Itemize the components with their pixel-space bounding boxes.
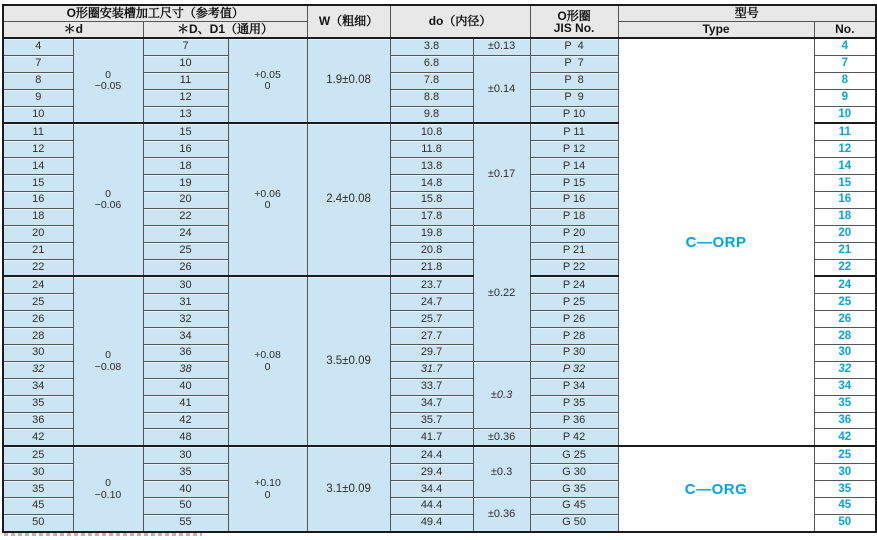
cell-do-value: 49.4 xyxy=(390,514,473,531)
cell-type: C—ORP xyxy=(618,38,814,446)
tolerance-lower: 0 xyxy=(264,80,271,93)
header-model: 型号 xyxy=(618,5,876,22)
cell-part-no: 20 xyxy=(814,225,876,242)
cell-D-value: 16 xyxy=(143,141,228,158)
cell-do-tolerance: ±0.22 xyxy=(473,225,530,361)
cell-d-value: 10 xyxy=(3,106,73,123)
cell-part-no: 18 xyxy=(814,208,876,225)
tolerance-upper: 0 xyxy=(105,68,111,81)
cell-do-value: 23.7 xyxy=(390,276,473,293)
cell-d-value: 11 xyxy=(3,123,73,140)
cell-jis-no: P 20 xyxy=(530,225,618,242)
header-type: Type xyxy=(618,22,814,39)
cell-jis-no: P 26 xyxy=(530,311,618,328)
cell-do-value: 3.8 xyxy=(390,38,473,55)
cell-D-tolerance xyxy=(228,446,307,531)
cell-jis-no: P 42 xyxy=(530,429,618,446)
tolerance-lower: −0.08 xyxy=(94,360,122,373)
cell-do-value: 14.8 xyxy=(390,175,473,192)
tolerance-upper: +0.08 xyxy=(254,349,281,362)
cell-part-no: 4 xyxy=(814,38,876,55)
cell-do-tolerance: ±0.3 xyxy=(473,446,530,497)
cell-part-no: 50 xyxy=(814,514,876,531)
cell-part-no: 10 xyxy=(814,106,876,123)
cell-jis-no: P 16 xyxy=(530,192,618,209)
cell-d-value: 15 xyxy=(3,175,73,192)
cell-part-no: 28 xyxy=(814,328,876,345)
cell-d-value: 35 xyxy=(3,481,73,498)
cell-d-value: 30 xyxy=(3,464,73,481)
cell-jis-no: P 15 xyxy=(530,175,618,192)
cell-do-value: 13.8 xyxy=(390,158,473,175)
cell-D-value: 18 xyxy=(143,158,228,175)
header-jis-line1: O形圈 xyxy=(557,8,591,23)
cell-D-value: 30 xyxy=(143,276,228,293)
cell-d-value: 42 xyxy=(3,429,73,446)
cell-jis-no: G 30 xyxy=(530,464,618,481)
cell-part-no: 8 xyxy=(814,72,876,89)
cell-do-value: 31.7 xyxy=(390,361,473,378)
cell-do-value: 20.8 xyxy=(390,242,473,259)
cell-do-value: 33.7 xyxy=(390,378,473,395)
cell-d-value: 24 xyxy=(3,276,73,293)
cell-d-value: 25 xyxy=(3,446,73,463)
cell-d-value: 36 xyxy=(3,412,73,429)
cell-do-value: 19.8 xyxy=(390,225,473,242)
cell-part-no: 34 xyxy=(814,378,876,395)
cell-do-value: 11.8 xyxy=(390,141,473,158)
cell-D-value: 38 xyxy=(143,361,228,378)
cell-jis-no: P 24 xyxy=(530,276,618,293)
cell-d-value: 50 xyxy=(3,514,73,531)
tolerance-lower: −0.05 xyxy=(94,80,122,93)
header-row-1 xyxy=(3,5,876,22)
cell-jis-no: P 21 xyxy=(530,242,618,259)
cell-part-no: 30 xyxy=(814,464,876,481)
cell-D-value: 50 xyxy=(143,498,228,515)
cell-d-tolerance xyxy=(73,446,143,531)
cell-D-value: 12 xyxy=(143,89,228,106)
cell-jis-no: P 14 xyxy=(530,158,618,175)
cell-do-value: 24.7 xyxy=(390,294,473,311)
cell-part-no: 25 xyxy=(814,446,876,463)
cell-part-no: 22 xyxy=(814,259,876,276)
cell-d-value: 25 xyxy=(3,294,73,311)
cell-D-value: 36 xyxy=(143,345,228,362)
cell-D-value: 7 xyxy=(143,38,228,55)
cell-part-no: 35 xyxy=(814,481,876,498)
cell-w-value: 3.5±0.09 xyxy=(307,276,390,446)
cell-D-value: 13 xyxy=(143,106,228,123)
cell-d-value: 26 xyxy=(3,311,73,328)
cell-D-value: 26 xyxy=(143,259,228,276)
cell-do-value: 35.7 xyxy=(390,412,473,429)
table-header xyxy=(3,5,876,38)
cell-jis-no: P 36 xyxy=(530,412,618,429)
cell-D-value: 32 xyxy=(143,311,228,328)
cell-D-value: 11 xyxy=(143,72,228,89)
cell-do-value: 29.4 xyxy=(390,464,473,481)
cell-do-value: 10.8 xyxy=(390,123,473,140)
cell-jis-no: P 35 xyxy=(530,395,618,412)
cell-d-value: 32 xyxy=(3,361,73,378)
cell-D-value: 40 xyxy=(143,378,228,395)
cell-d-value: 7 xyxy=(3,55,73,72)
cell-part-no: 32 xyxy=(814,361,876,378)
cell-D-value: 31 xyxy=(143,294,228,311)
cell-jis-no: P 18 xyxy=(530,208,618,225)
cell-d-value: 35 xyxy=(3,395,73,412)
tolerance-lower: 0 xyxy=(264,360,271,373)
cell-do-value: 8.8 xyxy=(390,89,473,106)
cell-do-value: 7.8 xyxy=(390,72,473,89)
cell-jis-no: P 8 xyxy=(530,72,618,89)
cell-d-value: 9 xyxy=(3,89,73,106)
cell-jis-no: P 11 xyxy=(530,123,618,140)
cell-d-value: 22 xyxy=(3,259,73,276)
cell-part-no: 9 xyxy=(814,89,876,106)
cell-d-value: 20 xyxy=(3,225,73,242)
cell-part-no: 16 xyxy=(814,192,876,209)
cell-do-value: 34.7 xyxy=(390,395,473,412)
cell-part-no: 7 xyxy=(814,55,876,72)
cell-D-value: 34 xyxy=(143,328,228,345)
cell-do-value: 25.7 xyxy=(390,311,473,328)
cell-do-tolerance: ±0.13 xyxy=(473,38,530,55)
header-jis-no xyxy=(530,5,618,38)
cell-do-tolerance: ±0.3 xyxy=(473,361,530,429)
cell-w-value: 1.9±0.08 xyxy=(307,38,390,123)
header-jis-line2: JIS No. xyxy=(553,20,595,35)
cell-do-value: 34.4 xyxy=(390,481,473,498)
tolerance-upper: +0.06 xyxy=(254,187,281,200)
cell-do-value: 6.8 xyxy=(390,55,473,72)
cell-part-no: 12 xyxy=(814,141,876,158)
cell-part-no: 36 xyxy=(814,412,876,429)
table-body xyxy=(3,38,876,532)
cell-d-value: 18 xyxy=(3,208,73,225)
cell-d-value: 16 xyxy=(3,192,73,209)
header-no: No. xyxy=(814,22,876,39)
cell-jis-no: P 30 xyxy=(530,345,618,362)
cell-D-tolerance xyxy=(228,38,307,123)
cell-D-value: 10 xyxy=(143,55,228,72)
cell-do-tolerance: ±0.17 xyxy=(473,123,530,225)
cell-d-value: 14 xyxy=(3,158,73,175)
cell-w-value: 3.1±0.09 xyxy=(307,446,390,531)
cell-jis-no: P 7 xyxy=(530,55,618,72)
cell-d-value: 45 xyxy=(3,498,73,515)
cell-part-no: 35 xyxy=(814,395,876,412)
cell-jis-no: P 28 xyxy=(530,328,618,345)
cell-part-no: 14 xyxy=(814,158,876,175)
header-do-inner-diameter: do（内径） xyxy=(390,5,530,38)
cell-part-no: 11 xyxy=(814,123,876,140)
table-row xyxy=(3,446,876,463)
cell-jis-no: G 25 xyxy=(530,446,618,463)
cell-do-value: 27.7 xyxy=(390,328,473,345)
cell-part-no: 26 xyxy=(814,311,876,328)
cell-jis-no: P 25 xyxy=(530,294,618,311)
cell-d-value: 28 xyxy=(3,328,73,345)
cell-part-no: 15 xyxy=(814,175,876,192)
cell-jis-no: G 50 xyxy=(530,514,618,531)
cell-D-value: 20 xyxy=(143,192,228,209)
cell-D-tolerance xyxy=(228,276,307,446)
tolerance-lower: 0 xyxy=(264,488,271,501)
cell-do-value: 24.4 xyxy=(390,446,473,463)
cell-D-value: 24 xyxy=(143,225,228,242)
cell-d-value: 4 xyxy=(3,38,73,55)
tolerance-upper: 0 xyxy=(105,349,111,362)
cell-D-value: 48 xyxy=(143,429,228,446)
header-w-thickness: W（粗细） xyxy=(307,5,390,38)
cell-d-tolerance xyxy=(73,123,143,276)
oring-spec-table xyxy=(2,4,877,533)
cell-jis-no: P 9 xyxy=(530,89,618,106)
cell-D-value: 55 xyxy=(143,514,228,531)
tolerance-upper: 0 xyxy=(105,477,111,490)
cell-part-no: 24 xyxy=(814,276,876,293)
cell-jis-no: G 45 xyxy=(530,498,618,515)
cell-D-value: 41 xyxy=(143,395,228,412)
cell-do-value: 44.4 xyxy=(390,498,473,515)
cell-d-tolerance xyxy=(73,276,143,446)
cell-part-no: 45 xyxy=(814,498,876,515)
cell-part-no: 42 xyxy=(814,429,876,446)
cell-D-value: 30 xyxy=(143,446,228,463)
cell-d-value: 21 xyxy=(3,242,73,259)
cell-do-value: 15.8 xyxy=(390,192,473,209)
cell-D-value: 42 xyxy=(143,412,228,429)
cell-part-no: 25 xyxy=(814,294,876,311)
cell-D-value: 35 xyxy=(143,464,228,481)
header-install-dimensions: O形圈安装槽加工尺寸（参考值） xyxy=(3,5,307,22)
cell-do-tolerance: ±0.36 xyxy=(473,429,530,446)
tolerance-upper: 0 xyxy=(105,187,111,200)
cell-do-value: 9.8 xyxy=(390,106,473,123)
header-d: ＊d xyxy=(3,22,143,39)
cell-do-tolerance: ±0.36 xyxy=(473,498,530,532)
cell-D-value: 22 xyxy=(143,208,228,225)
cell-part-no: 21 xyxy=(814,242,876,259)
cell-d-value: 12 xyxy=(3,141,73,158)
cell-part-no: 30 xyxy=(814,345,876,362)
header-D-D1: ＊D、D1（通用） xyxy=(143,22,307,39)
cell-jis-no: P 12 xyxy=(530,141,618,158)
cell-jis-no: P 22 xyxy=(530,259,618,276)
footnote-clipped-text xyxy=(4,533,202,536)
cell-D-value: 40 xyxy=(143,481,228,498)
cell-w-value: 2.4±0.08 xyxy=(307,123,390,276)
cell-do-value: 41.7 xyxy=(390,429,473,446)
tolerance-upper: +0.10 xyxy=(254,477,281,490)
cell-d-tolerance xyxy=(73,38,143,123)
tolerance-lower: −0.10 xyxy=(94,488,122,501)
cell-D-value: 25 xyxy=(143,242,228,259)
cell-jis-no: P 34 xyxy=(530,378,618,395)
tolerance-lower: −0.06 xyxy=(94,199,122,212)
cell-do-value: 21.8 xyxy=(390,259,473,276)
tolerance-upper: +0.05 xyxy=(254,68,281,81)
cell-type: C—ORG xyxy=(618,446,814,531)
cell-D-tolerance xyxy=(228,123,307,276)
table-row xyxy=(3,38,876,55)
cell-do-value: 17.8 xyxy=(390,208,473,225)
cell-d-value: 8 xyxy=(3,72,73,89)
cell-do-tolerance: ±0.14 xyxy=(473,55,530,123)
cell-D-value: 19 xyxy=(143,175,228,192)
cell-d-value: 30 xyxy=(3,345,73,362)
cell-jis-no: P 10 xyxy=(530,106,618,123)
cell-do-value: 29.7 xyxy=(390,345,473,362)
cell-jis-no: G 35 xyxy=(530,481,618,498)
cell-d-value: 34 xyxy=(3,378,73,395)
cell-jis-no: P 4 xyxy=(530,38,618,55)
cell-D-value: 15 xyxy=(143,123,228,140)
cell-jis-no: P 32 xyxy=(530,361,618,378)
tolerance-lower: 0 xyxy=(264,199,271,212)
